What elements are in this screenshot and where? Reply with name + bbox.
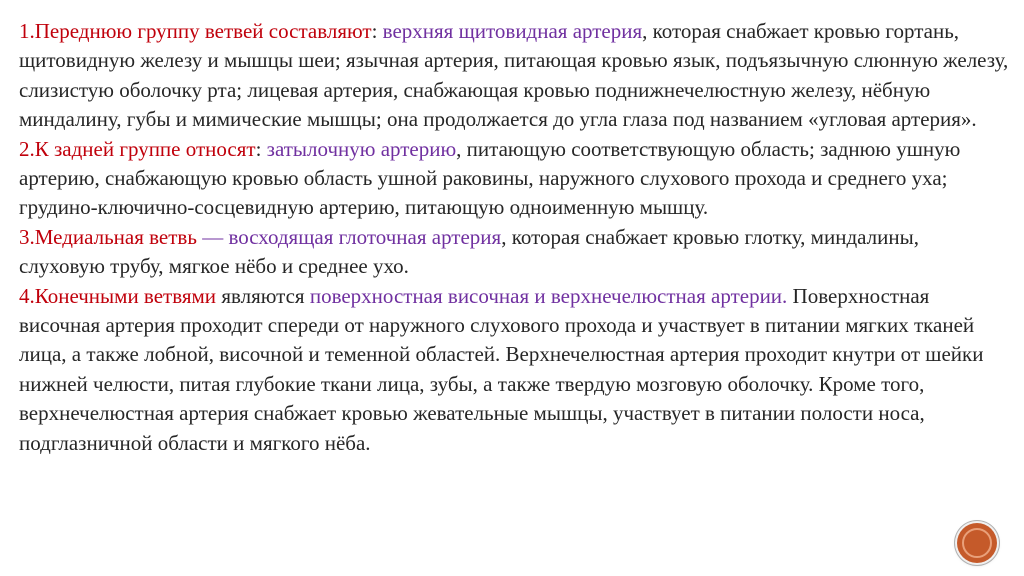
slide-text-block bbox=[19, 17, 1009, 458]
dash-3: — bbox=[196, 224, 229, 249]
text-posterior-group: , питающую соответствующую область; заднюю ушную артерию, снабжающую кровью область ушной раковины, наружного слухового прохода и среднего уха; грудино-ключично-сосцевидную артерию, питающую одноименную мышцу. bbox=[19, 136, 961, 220]
colon-2: : bbox=[255, 136, 267, 161]
artery-occipital: затылочную артерию bbox=[266, 136, 457, 161]
slide-nav-circle-icon bbox=[957, 523, 997, 563]
number-4: 4. bbox=[19, 283, 35, 308]
colon-1: : bbox=[371, 19, 383, 43]
paragraph-terminal-branches bbox=[19, 282, 1009, 458]
artery-temporal-maxillary: поверхностная височная и верхнечелюстная артерии bbox=[309, 283, 783, 308]
text-are: являются bbox=[216, 283, 310, 308]
dot-4: . bbox=[782, 283, 788, 308]
heading-anterior-group: Переднюю группу ветвей составляют bbox=[34, 19, 372, 43]
paragraph-posterior-group bbox=[19, 135, 1009, 223]
number-2: 2. bbox=[19, 136, 35, 161]
number-3: 3. bbox=[19, 224, 35, 249]
number-1: 1. bbox=[19, 19, 35, 43]
artery-superior-thyroid: верхняя щитовидная артерия bbox=[382, 19, 643, 43]
text-anterior-group: , которая снабжает кровью гортань, щитовидную железу и мышцы шеи; язычная артерия, питающая кровью язык, подъязычную слюнную железу, слизистую оболочку рта; лицевая артерия, снабжающая кровью поднижнечелюстную железу, нёбную миндалину, губы и мимические мышцы; она продолжается до угла глаза под названием «угловая артерия». bbox=[19, 19, 1009, 132]
heading-posterior-group: К задней группе относят bbox=[34, 136, 256, 161]
text-medial-branch: , которая снабжает кровью глотку, миндалины, слуховую трубу, мягкое нёбо и среднее ухо. bbox=[19, 224, 919, 279]
paragraph-anterior-group bbox=[19, 17, 1009, 135]
heading-medial-branch: Медиальная ветвь bbox=[34, 224, 197, 249]
heading-terminal-branches: Конечными ветвями bbox=[34, 283, 217, 308]
nav-inner-ring bbox=[962, 528, 992, 558]
paragraph-medial-branch bbox=[19, 223, 1009, 282]
artery-ascending-pharyngeal: восходящая глоточная артерия bbox=[228, 224, 502, 249]
text-terminal-branches: Поверхностная височная артерия проходит спереди от наружного слухового прохода и участвует в питании мягких тканей лица, а также лобной, височной и теменной областей. Верхнечелюстная артерия проходит кнутри от шейки нижней челюсти, питая глубокие ткани лица, зубы, а также твердую мозговую оболочку. Кроме того, верхнечелюстная артерия снабжает кровью жевательные мышцы, участвует в питании полости носа, подглазничной области и мягкого нёба. bbox=[19, 283, 984, 455]
